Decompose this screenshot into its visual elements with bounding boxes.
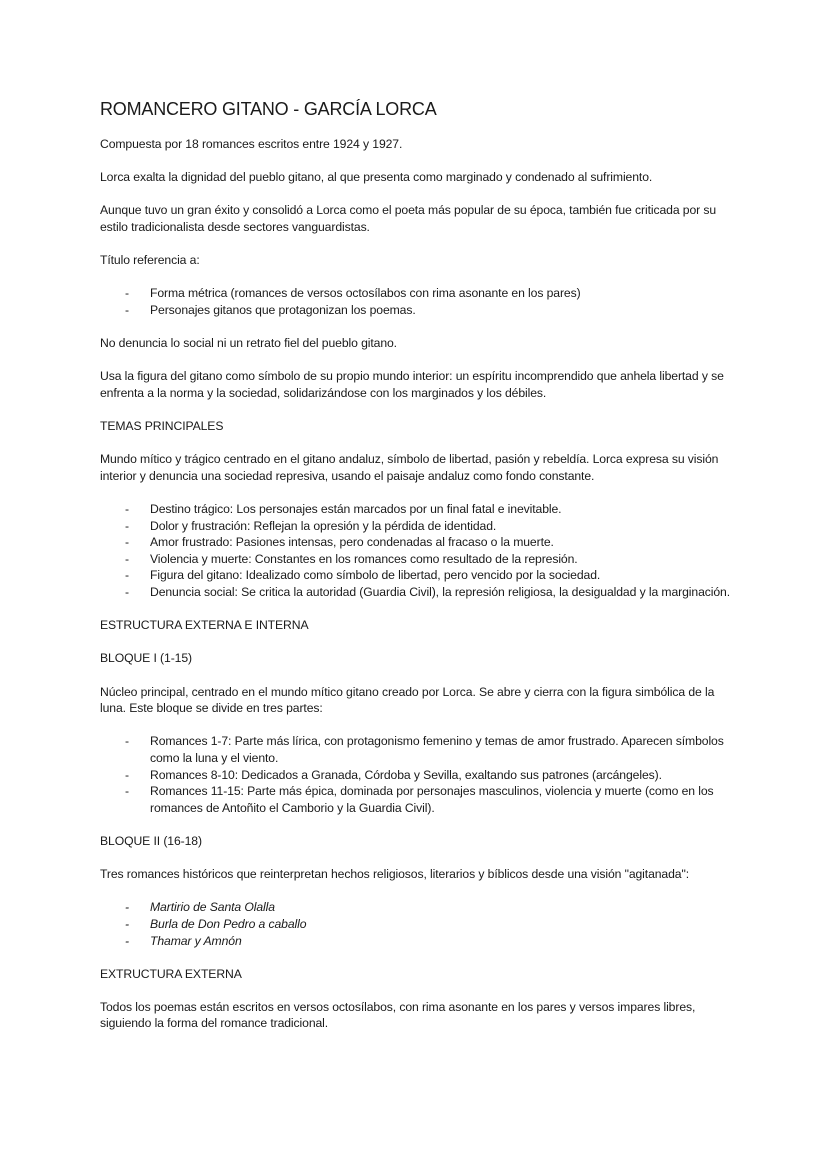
- paragraph: Tres romances históricos que reinterpretan hechos religiosos, literarios y bíblicos desde una visión "agitanada":: [100, 867, 689, 882]
- list-item: - Romances 11-15: Parte más épica, dominada por personajes masculinos, violencia y muerte (como en los romances de Antoñito el Camborio y la Guardia Civil).: [100, 783, 730, 816]
- list-item: - Figura del gitano: Idealizado como símbolo de libertad, pero vencido por la sociedad.: [100, 567, 730, 584]
- list-item: - Romances 1-7: Parte más lírica, con protagonismo femenino y temas de amor frustrado. Aparecen símbolos como la luna y el viento.: [100, 733, 730, 766]
- paragraph: Núcleo principal, centrado en el mundo mítico gitano creado por Lorca. Se abre y cierra con la figura simbólica de la luna. Este bloque se divide en tres partes:: [100, 684, 715, 716]
- list-item: - Burla de Don Pedro a caballo: [100, 916, 730, 933]
- document-title: ROMANCERO GITANO - GARCÍA LORCA: [100, 99, 437, 119]
- title-reference-list: [100, 285, 730, 318]
- section-heading: TEMAS PRINCIPALES: [100, 419, 224, 434]
- intro-paragraph: Título referencia a:: [100, 253, 200, 268]
- list-item: - Romances 8-10: Dedicados a Granada, Córdoba y Sevilla, exaltando sus patrones (arcángeles).: [100, 767, 730, 784]
- paragraph: Mundo mítico y trágico centrado en el gitano andaluz, símbolo de libertad, pasión y rebeldía. Lorca expresa su visión interior y denuncia una sociedad represiva, usando el paisaje andaluz como fondo constante.: [100, 452, 719, 483]
- paragraph: Todos los poemas están escritos en versos octosílabos, con rima asonante en los pares y versos impares libres, siguiendo la forma del romance tradicional.: [100, 999, 696, 1031]
- list-item: - Personajes gitanos que protagonizan los poemas.: [100, 302, 730, 319]
- list-item: - Destino trágico: Los personajes están marcados por un final fatal e inevitable.: [100, 501, 730, 518]
- subsection-heading: BLOQUE I (1-15): [100, 651, 192, 666]
- intro-paragraph: Aunque tuvo un gran éxito y consolidó a Lorca como el poeta más popular de su época, también fue criticada por su estilo tradicionalista desde sectores vanguardistas.: [100, 203, 717, 234]
- list-item: - Denuncia social: Se critica la autoridad (Guardia Civil), la represión religiosa, la desigualdad y la marginación.: [100, 584, 730, 601]
- list-item: - Dolor y frustración: Reflejan la opresión y la pérdida de identidad.: [100, 518, 730, 535]
- section-heading: ESTRUCTURA EXTERNA E INTERNA: [100, 618, 309, 633]
- list-item: - Forma métrica (romances de versos octosílabos con rima asonante en los pares): [100, 285, 730, 302]
- paragraph: No denuncia lo social ni un retrato fiel del pueblo gitano.: [100, 336, 397, 351]
- intro-paragraph: Compuesta por 18 romances escritos entre 1924 y 1927.: [100, 137, 403, 151]
- themes-list: [100, 501, 730, 601]
- document-page: [100, 97, 730, 1032]
- block2-list: [100, 899, 730, 949]
- block1-list: [100, 733, 730, 816]
- section-heading: EXTRUCTURA EXTERNA: [100, 966, 242, 981]
- paragraph: Usa la figura del gitano como símbolo de su propio mundo interior: un espíritu incomprendido que anhela libertad y se enfrenta a la norma y la sociedad, solidarizándose con los marginados y los débiles.: [100, 369, 724, 400]
- intro-paragraph: Lorca exalta la dignidad del pueblo gitano, al que presenta como marginado y condenado al sufrimiento.: [100, 170, 653, 185]
- list-item: - Amor frustrado: Pasiones intensas, pero condenadas al fracaso o la muerte.: [100, 534, 730, 551]
- list-item: - Martirio de Santa Olalla: [100, 899, 730, 916]
- subsection-heading: BLOQUE II (16-18): [100, 833, 202, 848]
- list-item: - Violencia y muerte: Constantes en los romances como resultado de la represión.: [100, 551, 730, 568]
- list-item: - Thamar y Amnón: [100, 933, 730, 950]
